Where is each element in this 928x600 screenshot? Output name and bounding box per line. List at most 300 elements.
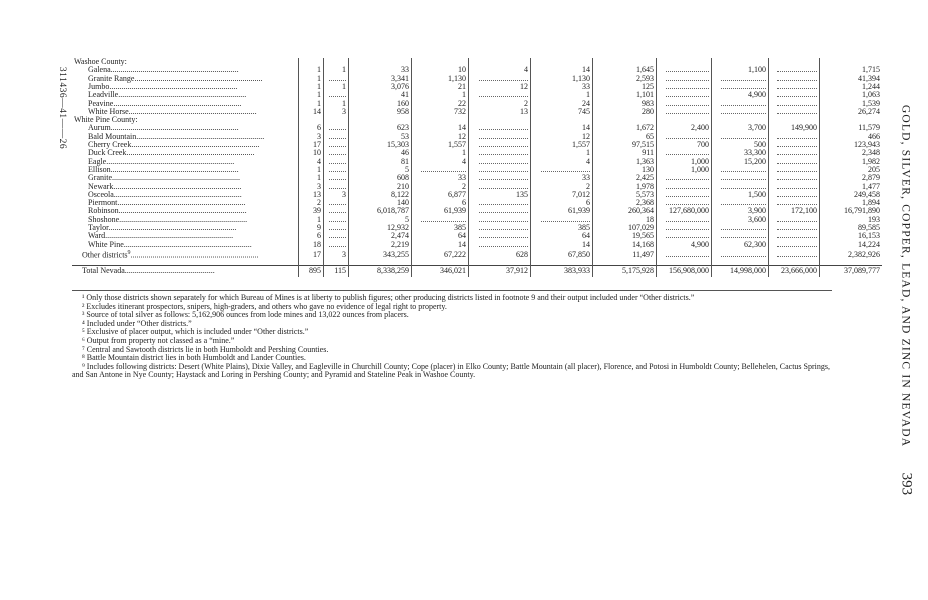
empty-cell-dots [666,183,709,189]
table-cell: 3,341 [349,75,412,83]
table-cell: 1,978 [593,182,657,190]
empty-cell-dots [777,166,817,172]
table-cell: 249,458 [820,191,883,199]
empty-cell-dots [777,183,817,189]
table-cell: 1 [324,99,349,107]
empty-cell-dots [541,216,590,222]
empty-cell-dots [666,224,709,230]
table-cell [324,133,349,141]
table-cell: 37,912 [469,265,531,277]
table-cell [769,133,820,141]
table-cell [324,124,349,132]
district-name [72,207,299,215]
table-row [72,191,882,199]
table-cell [769,158,820,166]
table-cell [469,124,531,132]
table-cell: 11,497 [593,249,657,260]
table-cell: 4,900 [712,91,769,99]
empty-cell-dots [421,166,466,172]
table-row [72,166,882,174]
table-cell: 26,274 [820,108,883,116]
district-name [72,174,299,182]
empty-cell-dots [721,199,766,205]
table-cell: 23,666,000 [769,265,820,277]
table-cell [769,166,820,174]
table-cell: 2 [412,182,469,190]
footnote-rule [72,290,832,291]
table-cell: 2,474 [349,232,412,240]
table-cell [712,99,769,107]
table-cell: 2,593 [593,75,657,83]
empty-cell-dots [329,174,346,180]
table-cell: 983 [593,99,657,107]
table-cell: 3,600 [712,216,769,224]
table-cell: 385 [531,224,593,232]
table-cell [324,116,349,124]
empty-cell-dots [777,216,817,222]
district-name-text: Ward [88,232,106,241]
table-cell: 205 [820,166,883,174]
district-name-text: Ellison [88,165,111,174]
table-cell: 14,998,000 [712,265,769,277]
table-cell: 12,932 [349,224,412,232]
table-cell: 4 [412,158,469,166]
table-row [72,174,882,182]
table-cell: 46 [349,149,412,157]
table-cell [712,75,769,83]
table-cell [469,199,531,207]
table-cell: 628 [469,249,531,260]
empty-cell-dots [721,75,766,81]
table-cell [469,133,531,141]
table-cell [324,199,349,207]
table-cell: 14,168 [593,241,657,249]
table-cell: 125 [593,83,657,91]
footnote: ² Excludes itinerant prospectors, snipers, high-graders, and others who gave no evidence of legal right to property. [82,301,447,311]
table-cell: 260,364 [593,207,657,215]
table-cell: 14 [412,124,469,132]
empty-cell-dots [329,133,346,139]
empty-cell-dots [721,108,766,114]
empty-cell-dots [479,124,528,130]
table-cell [769,249,820,260]
table-cell: 160 [349,99,412,107]
table-cell: 608 [349,174,412,182]
table-cell [712,224,769,232]
district-name [72,149,299,157]
empty-cell-dots [329,241,346,247]
table-cell: 6,018,787 [349,207,412,215]
table-cell: 14 [299,108,324,116]
table-cell [469,158,531,166]
empty-cell-dots [777,191,817,197]
district-name [72,166,299,174]
table-cell [769,141,820,149]
table-cell: 1 [299,174,324,182]
table-cell [469,91,531,99]
leader-dots: ................................................................ [113,190,242,199]
empty-cell-dots [721,232,766,238]
district-name [72,216,299,224]
empty-cell-dots [777,141,817,147]
empty-cell-dots [329,91,346,97]
table-cell [769,216,820,224]
table-cell: 1 [299,166,324,174]
table-cell: 385 [412,224,469,232]
footnote: ⁸ Battle Mountain district lies in both Humboldt and Lander Counties. [82,353,306,363]
table-cell: 745 [531,108,593,116]
district-name-text: Duck Creek [88,149,127,158]
table-cell: 53 [349,133,412,141]
leader-dots: ................................................................ [106,157,235,166]
table-cell: 5 [349,216,412,224]
table-cell: 732 [412,108,469,116]
table-cell: 172,100 [769,207,820,215]
county-label: White Pine County: [74,116,138,125]
table-row [72,124,882,132]
table-cell: 64 [531,232,593,240]
table-cell [469,58,531,66]
empty-cell-dots [777,158,817,164]
empty-cell-dots [777,149,817,155]
table-cell: 156,908,000 [657,265,712,277]
leader-dots: ................................................................ [136,132,265,141]
table-cell [469,224,531,232]
footnote: ⁹ Includes following districts: Desert (White Plains), Dixie Valley, and Eagleville in Churchill County; Cope (placer) in Elko County; Battle Mountain (all placer), Florence, and Potosi in Humboldt County; Bellehelen, Cactus Springs, and San Antone in Nye County; Haystack and Loring in Pershing County; and Pyramid and Stateline Peak in Washoe County. [72,361,830,380]
table-row [72,66,882,74]
table-cell [469,116,531,124]
total-row [72,265,882,277]
table-cell: 3,700 [712,124,769,132]
empty-cell-dots [666,91,709,97]
empty-cell-dots [479,166,528,172]
table-cell: 1,645 [593,66,657,74]
table-cell: 67,850 [531,249,593,260]
table-cell [769,75,820,83]
table-cell: 2,382,926 [820,249,883,260]
table-cell [324,241,349,249]
table-cell: 346,021 [412,265,469,277]
table-cell [324,149,349,157]
district-name-text: Leadville [88,91,119,100]
district-name [72,199,299,207]
table-cell [469,232,531,240]
table-cell: 14 [412,241,469,249]
leader-dots: ................................................................ [134,74,263,83]
leader-dots: ................................................................ [105,232,234,241]
table-cell: 623 [349,124,412,132]
leader-dots: ................................................................ [128,107,257,116]
table-cell: 1 [324,83,349,91]
empty-cell-dots [777,75,817,81]
empty-cell-dots [479,158,528,164]
empty-cell-dots [479,133,528,139]
empty-cell-dots [666,83,709,89]
district-name [72,182,299,190]
table-cell: 37,089,777 [820,265,883,277]
table-cell [769,108,820,116]
district-name [72,83,299,91]
empty-cell-dots [666,174,709,180]
table-cell [657,108,712,116]
table-cell [769,99,820,107]
footnote: ⁷ Central and Sawtooth districts lie in both Humboldt and Pershing Counties. [82,344,329,354]
empty-cell-dots [329,141,346,147]
table-cell: 8,338,259 [349,265,412,277]
empty-cell-dots [777,199,817,205]
table-cell [769,232,820,240]
table-cell: 1 [299,99,324,107]
table-cell: 10 [412,66,469,74]
leader-dots: ................................................................ [117,199,246,208]
empty-cell-dots [721,133,766,139]
district-name-text: Osceola [88,190,114,199]
table-cell: 1,000 [657,158,712,166]
district-name-text: Granite Range [88,74,135,83]
leader-dots: ................................................................ [118,207,247,216]
district-name [72,191,299,199]
table-cell [657,66,712,74]
table-cell [769,241,820,249]
table-cell: 33,300 [712,149,769,157]
district-name-text: Shoshone [88,215,120,224]
empty-cell-dots [479,232,528,238]
empty-cell-dots [479,241,528,247]
table-cell [769,66,820,74]
empty-cell-dots [329,224,346,230]
table-cell: 1 [299,91,324,99]
table-cell: 123,943 [820,141,883,149]
empty-cell-dots [666,251,709,257]
empty-cell-dots [541,166,590,172]
leader-dots: ................................................................ [110,66,239,75]
leader-dots: ............................................. [124,266,215,276]
table-cell: 24 [531,99,593,107]
table-cell: 33 [531,174,593,182]
empty-cell-dots [721,83,766,89]
table-cell: 3 [324,108,349,116]
table-cell: 2,348 [820,149,883,157]
table-cell: 89,585 [820,224,883,232]
table-cell [769,149,820,157]
district-name-text: Cherry Creek [88,140,132,150]
empty-cell-dots [666,108,709,114]
empty-cell-dots [721,174,766,180]
table-cell: 16,153 [820,232,883,240]
empty-cell-dots [721,100,766,106]
empty-cell-dots [329,207,346,213]
empty-cell-dots [666,191,709,197]
table-cell: 1,539 [820,99,883,107]
empty-cell-dots [329,75,346,81]
table-cell [324,141,349,149]
table-cell [469,149,531,157]
table-cell: 12 [469,83,531,91]
empty-cell-dots [479,224,528,230]
district-name [72,91,299,99]
table-cell: 2,879 [820,174,883,182]
district-name [72,108,299,116]
empty-cell-dots [777,100,817,106]
table-cell: 6 [412,199,469,207]
district-name-text: Robinson [88,207,119,216]
district-name-text: Granite [88,174,112,183]
footnote-ref: 9 [127,249,131,256]
empty-cell-dots [721,183,766,189]
empty-cell-dots [666,232,709,238]
table-cell [769,224,820,232]
table-cell: 14 [531,241,593,249]
running-header [898,105,915,495]
table-row [72,99,882,107]
empty-cell-dots [329,166,346,172]
empty-cell-dots [777,241,817,247]
empty-cell-dots [777,232,817,238]
empty-cell-dots [666,75,709,81]
table-cell: 500 [712,141,769,149]
table-cell [469,141,531,149]
production-table [72,58,882,277]
table-cell: 1,715 [820,66,883,74]
table-cell: 911 [593,149,657,157]
table-cell: 1,000 [657,166,712,174]
table-cell: 1,063 [820,91,883,99]
table-cell: 2,425 [593,174,657,182]
empty-cell-dots [777,174,817,180]
table-cell: 700 [657,141,712,149]
table-cell: 14 [531,124,593,132]
empty-cell-dots [777,66,817,72]
table-cell [657,91,712,99]
empty-cell-dots [721,224,766,230]
table-cell: 17 [299,141,324,149]
table-cell: 1,672 [593,124,657,132]
table-cell [769,174,820,182]
district-name-text: Aurum [88,124,111,133]
table-cell: 67,222 [412,249,469,260]
table-cell [657,224,712,232]
leader-dots: ................................................................ [118,91,247,100]
leader-dots: ................................................................ [112,174,240,183]
table-cell [657,99,712,107]
table-cell [324,224,349,232]
table-cell: 4 [299,158,324,166]
table-cell: 33 [531,83,593,91]
table-cell: 210 [349,182,412,190]
table-row [72,91,882,99]
table-cell [469,166,531,174]
table-cell: 115 [324,265,349,277]
table-cell: 1 [412,91,469,99]
district-name-text: Newark [88,182,114,191]
district-name [72,224,299,232]
table-cell: 61,939 [412,207,469,215]
table-cell: 1,101 [593,91,657,99]
table-cell [657,83,712,91]
district-name [72,133,299,141]
empty-cell-dots [479,141,528,147]
table-cell: 1,244 [820,83,883,91]
table-cell: 895 [299,265,324,277]
table-cell: 1 [412,149,469,157]
table-cell [324,207,349,215]
district-name [72,124,299,132]
footnotes [72,294,840,380]
table-cell [469,241,531,249]
table-cell [769,83,820,91]
table-cell: 13 [469,108,531,116]
table-cell: 149,900 [769,124,820,132]
table-cell: 5,175,928 [593,265,657,277]
table-cell: 2 [531,182,593,190]
table-cell [469,174,531,182]
table-cell: 343,255 [349,249,412,260]
table-cell [657,75,712,83]
table-cell: 127,680,000 [657,207,712,215]
leader-dots: ................................................................ [126,149,255,158]
table-cell: 8,122 [349,191,412,199]
table-cell: 15,303 [349,141,412,149]
empty-cell-dots [479,216,528,222]
district-name [72,249,299,260]
district-name [72,232,299,240]
empty-cell-dots [329,199,346,205]
empty-cell-dots [329,149,346,155]
district-name-text: Piermont [88,199,118,208]
district-name [72,141,299,149]
table-cell: 14 [531,66,593,74]
district-name-text: Galena [88,66,111,75]
table-cell: 1,130 [412,75,469,83]
table-cell: 5,573 [593,191,657,199]
empty-cell-dots [329,232,346,238]
table-cell: 107,029 [593,224,657,232]
print-code: 311436—41——26 [57,66,67,150]
table-cell [712,166,769,174]
empty-cell-dots [479,199,528,205]
empty-cell-dots [479,75,528,81]
leader-dots: ................................................................ [131,140,260,150]
table-cell: 1,130 [531,75,593,83]
table-row [72,224,882,232]
footnote: ⁵ Exclusive of placer output, which is included under “Other districts.” [82,327,309,337]
table-cell: 7,012 [531,191,593,199]
district-name [72,241,299,249]
district-name-text: Jumbo [88,82,110,91]
footnote: ⁴ Included under “Other districts.” [82,318,192,328]
district-name-text: White Pine [88,240,124,249]
table-cell: 3 [324,249,349,260]
table-cell: 1,982 [820,158,883,166]
empty-cell-dots [479,174,528,180]
empty-cell-dots [777,91,817,97]
table-cell: 140 [349,199,412,207]
empty-cell-dots [329,216,346,222]
table-cell: 33 [412,174,469,182]
table-cell: 61,939 [531,207,593,215]
table-cell [769,191,820,199]
table-cell: 81 [349,158,412,166]
table-cell: 1,363 [593,158,657,166]
leader-dots: ................................................................ [119,215,248,224]
table-cell [712,249,769,260]
table-cell: 17 [299,249,324,260]
district-name-text: Taylor [88,223,109,233]
table-cell: 2 [469,99,531,107]
footnote: ¹ Only those districts shown separately for which Bureau of Mines is at liberty to publish figures; other producing districts listed in footnote 9 and their output included under “Other districts.” [82,293,695,302]
table-cell: 135 [469,191,531,199]
table-cell: 6 [531,199,593,207]
